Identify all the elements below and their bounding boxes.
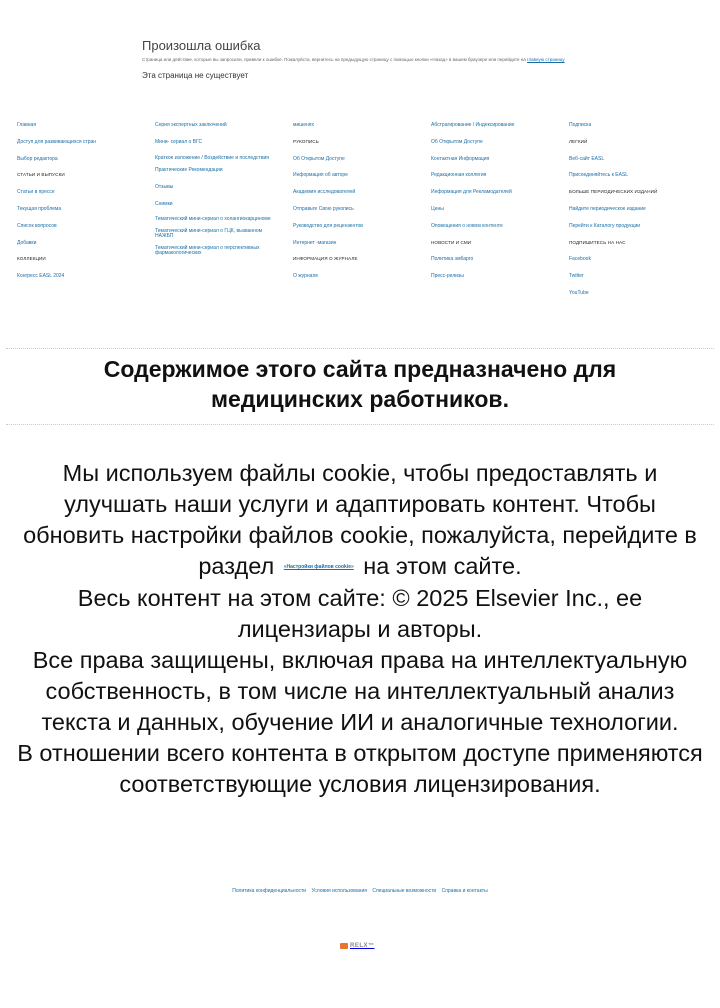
cookie-settings-link[interactable]: «Настройки файлов cookie» [283,564,354,571]
footer-link[interactable]: Об Открытом Доступе [293,155,345,162]
footer-link[interactable]: Информация для Рекламодателей [431,189,512,196]
footer-link[interactable]: Текущая проблема [17,205,62,212]
footer-column-1 [17,122,96,290]
footer-link[interactable]: Об Открытом Доступе [431,138,483,145]
relx-logo-text: RELX™ [350,943,375,949]
divider-bottom [6,424,714,425]
footer-link[interactable]: Отправьте Свою рукопись [293,205,354,212]
copyright-text: Весь контент на этом сайте: © 2025 Elsevier Inc., ее лицензиары и авторы. [77,585,643,643]
help-contacts-link[interactable]: Справка и контакты [441,888,488,894]
rights-text: Все права защищены, включая права на интеллектуальную собственность, в том числе на интеллектуальный анализ текста и данных, обучение ИИ и аналогичные технологии. [32,647,688,736]
footer-link[interactable]: мишенях [293,122,314,128]
error-description [142,56,602,63]
footer-link[interactable]: ЛЕГКИЙ [569,138,588,144]
footer-link[interactable]: РУКОПИСЬ [293,138,319,144]
footer-link[interactable]: Серия экспертных заключений [155,122,227,128]
footer-column-5 [569,122,657,307]
footer-link[interactable]: Конгресс EASL 2024 [17,273,65,280]
divider-top [6,348,714,349]
home-page-link[interactable]: главную страницу [527,57,565,62]
footer-link[interactable]: Доступ для развивающихся стран [17,138,97,145]
footer-link[interactable]: YouTube [569,289,589,296]
hcp-notice: Содержимое этого сайта предназначено для медицинских работников. [103,356,617,412]
footer-link[interactable]: Веб-сайт EASL [569,155,605,162]
error-section [142,38,602,80]
footer-link[interactable]: Тематический мини-сериал о холангиокарциноме [155,216,271,223]
footer-link[interactable]: СТАТЬИ И ВЫПУСКИ [17,172,65,178]
footer-link[interactable]: Цены [431,205,444,212]
footer-link[interactable]: Twitter [569,273,584,280]
relx-logo[interactable] [340,941,380,951]
relx-logo-icon [340,943,348,949]
footer-link[interactable]: Интернет -магазин [293,239,337,246]
footer-link[interactable]: Абстрагирование / Индексирование [431,122,515,128]
footer-link[interactable]: Контактная Информация [431,155,490,162]
footer-link[interactable]: КОЛЛЕКЦИИ [17,256,46,262]
footer-link[interactable]: Подписка [569,122,592,128]
error-description-text: Страница или действие, которые вы запросили, привели к ошибке. Пожалуйста, вернитесь на предыдущую страницу с помощью кнопки «Назад» в вашем браузере или перейдите на [142,57,526,62]
privacy-policy-link[interactable]: Политика конфиденциальности [232,888,307,894]
footer-link[interactable]: Присоединяйтесь к EASL [569,172,629,179]
footer-link[interactable]: Найдите периодическое издание [569,205,646,212]
error-title: Произошла ошибка [142,38,261,53]
error-subtitle: Эта страница не существует [142,71,249,80]
footer-link[interactable]: Практические Рекомендации [155,167,223,173]
accessibility-link[interactable]: Специальные возможности [372,888,437,894]
footer-link[interactable]: НОВОСТИ И СМИ [431,239,472,245]
footer-link[interactable]: Руководство для рецензентов [293,222,363,229]
footer-link[interactable]: Снимки [155,200,173,207]
footer-link[interactable]: Пресс-релизы [431,273,464,280]
footer-column-4 [431,122,514,290]
open-access-text: В отношении всего контента в открытом доступе применяются соответствующие условия лицензирования. [17,740,703,798]
footer-link[interactable]: Краткое изложение / Воздействие и последствия [155,154,269,161]
legal-links [0,888,720,894]
footer-link[interactable]: Информация об авторе [293,172,348,179]
footer-column-3 [293,122,363,290]
footer-link[interactable]: Тематический мини-сериал о ГЦК, вызванном НАЖБП [155,227,263,240]
footer-link[interactable]: БОЛЬШЕ ПЕРИОДИЧЕСКИХ ИЗДАНИЙ [569,189,658,195]
footer-link[interactable]: Тематический мини-сериал о перспективных фармакологических [155,244,260,257]
footer-link[interactable]: Выбор редактора [17,155,58,162]
footer-link[interactable]: Отзывы [155,183,174,190]
footer-link[interactable]: Статьи в прессе [17,189,55,196]
footer-link[interactable]: Оповещения о новом контенте [431,222,503,229]
cookie-paragraph [14,458,706,583]
footer-column-2 [155,122,273,262]
cookie-text: Мы используем файлы cookie, чтобы предоставлять и улучшать наши услуги и адаптировать контент. Чтобы обновить настройки файлов cookie, пожалуйста, перейдите в раздел [23,460,697,579]
footer-link[interactable]: Политика эмбарго [431,256,474,263]
footer-link[interactable]: ПОДПИШИТЕСЬ НА НАС [569,239,626,245]
footer-link[interactable]: Список вопросов [17,222,57,229]
footer-link[interactable]: Главная [17,122,37,128]
footer-link[interactable]: ИНФОРМАЦИЯ О ЖУРНАЛЕ [293,256,358,262]
footer-link[interactable]: Редакционная коллегия [431,172,487,179]
footer-link[interactable]: Facebook [569,256,591,263]
cookie-notice [14,458,706,800]
footer-link[interactable]: О журнале [293,273,319,280]
footer-link[interactable]: Добавки [17,239,37,246]
footer-link[interactable]: Перейти к Каталогу продукции [569,222,641,229]
footer-link[interactable]: Мини- сериал о ВГС [155,138,203,145]
footer-link[interactable]: Академия исследователей [293,189,356,196]
footer-navigation [17,122,707,302]
cookie-text-end: на этом сайте. [363,553,522,579]
terms-of-use-link[interactable]: Условия использования [311,888,367,894]
